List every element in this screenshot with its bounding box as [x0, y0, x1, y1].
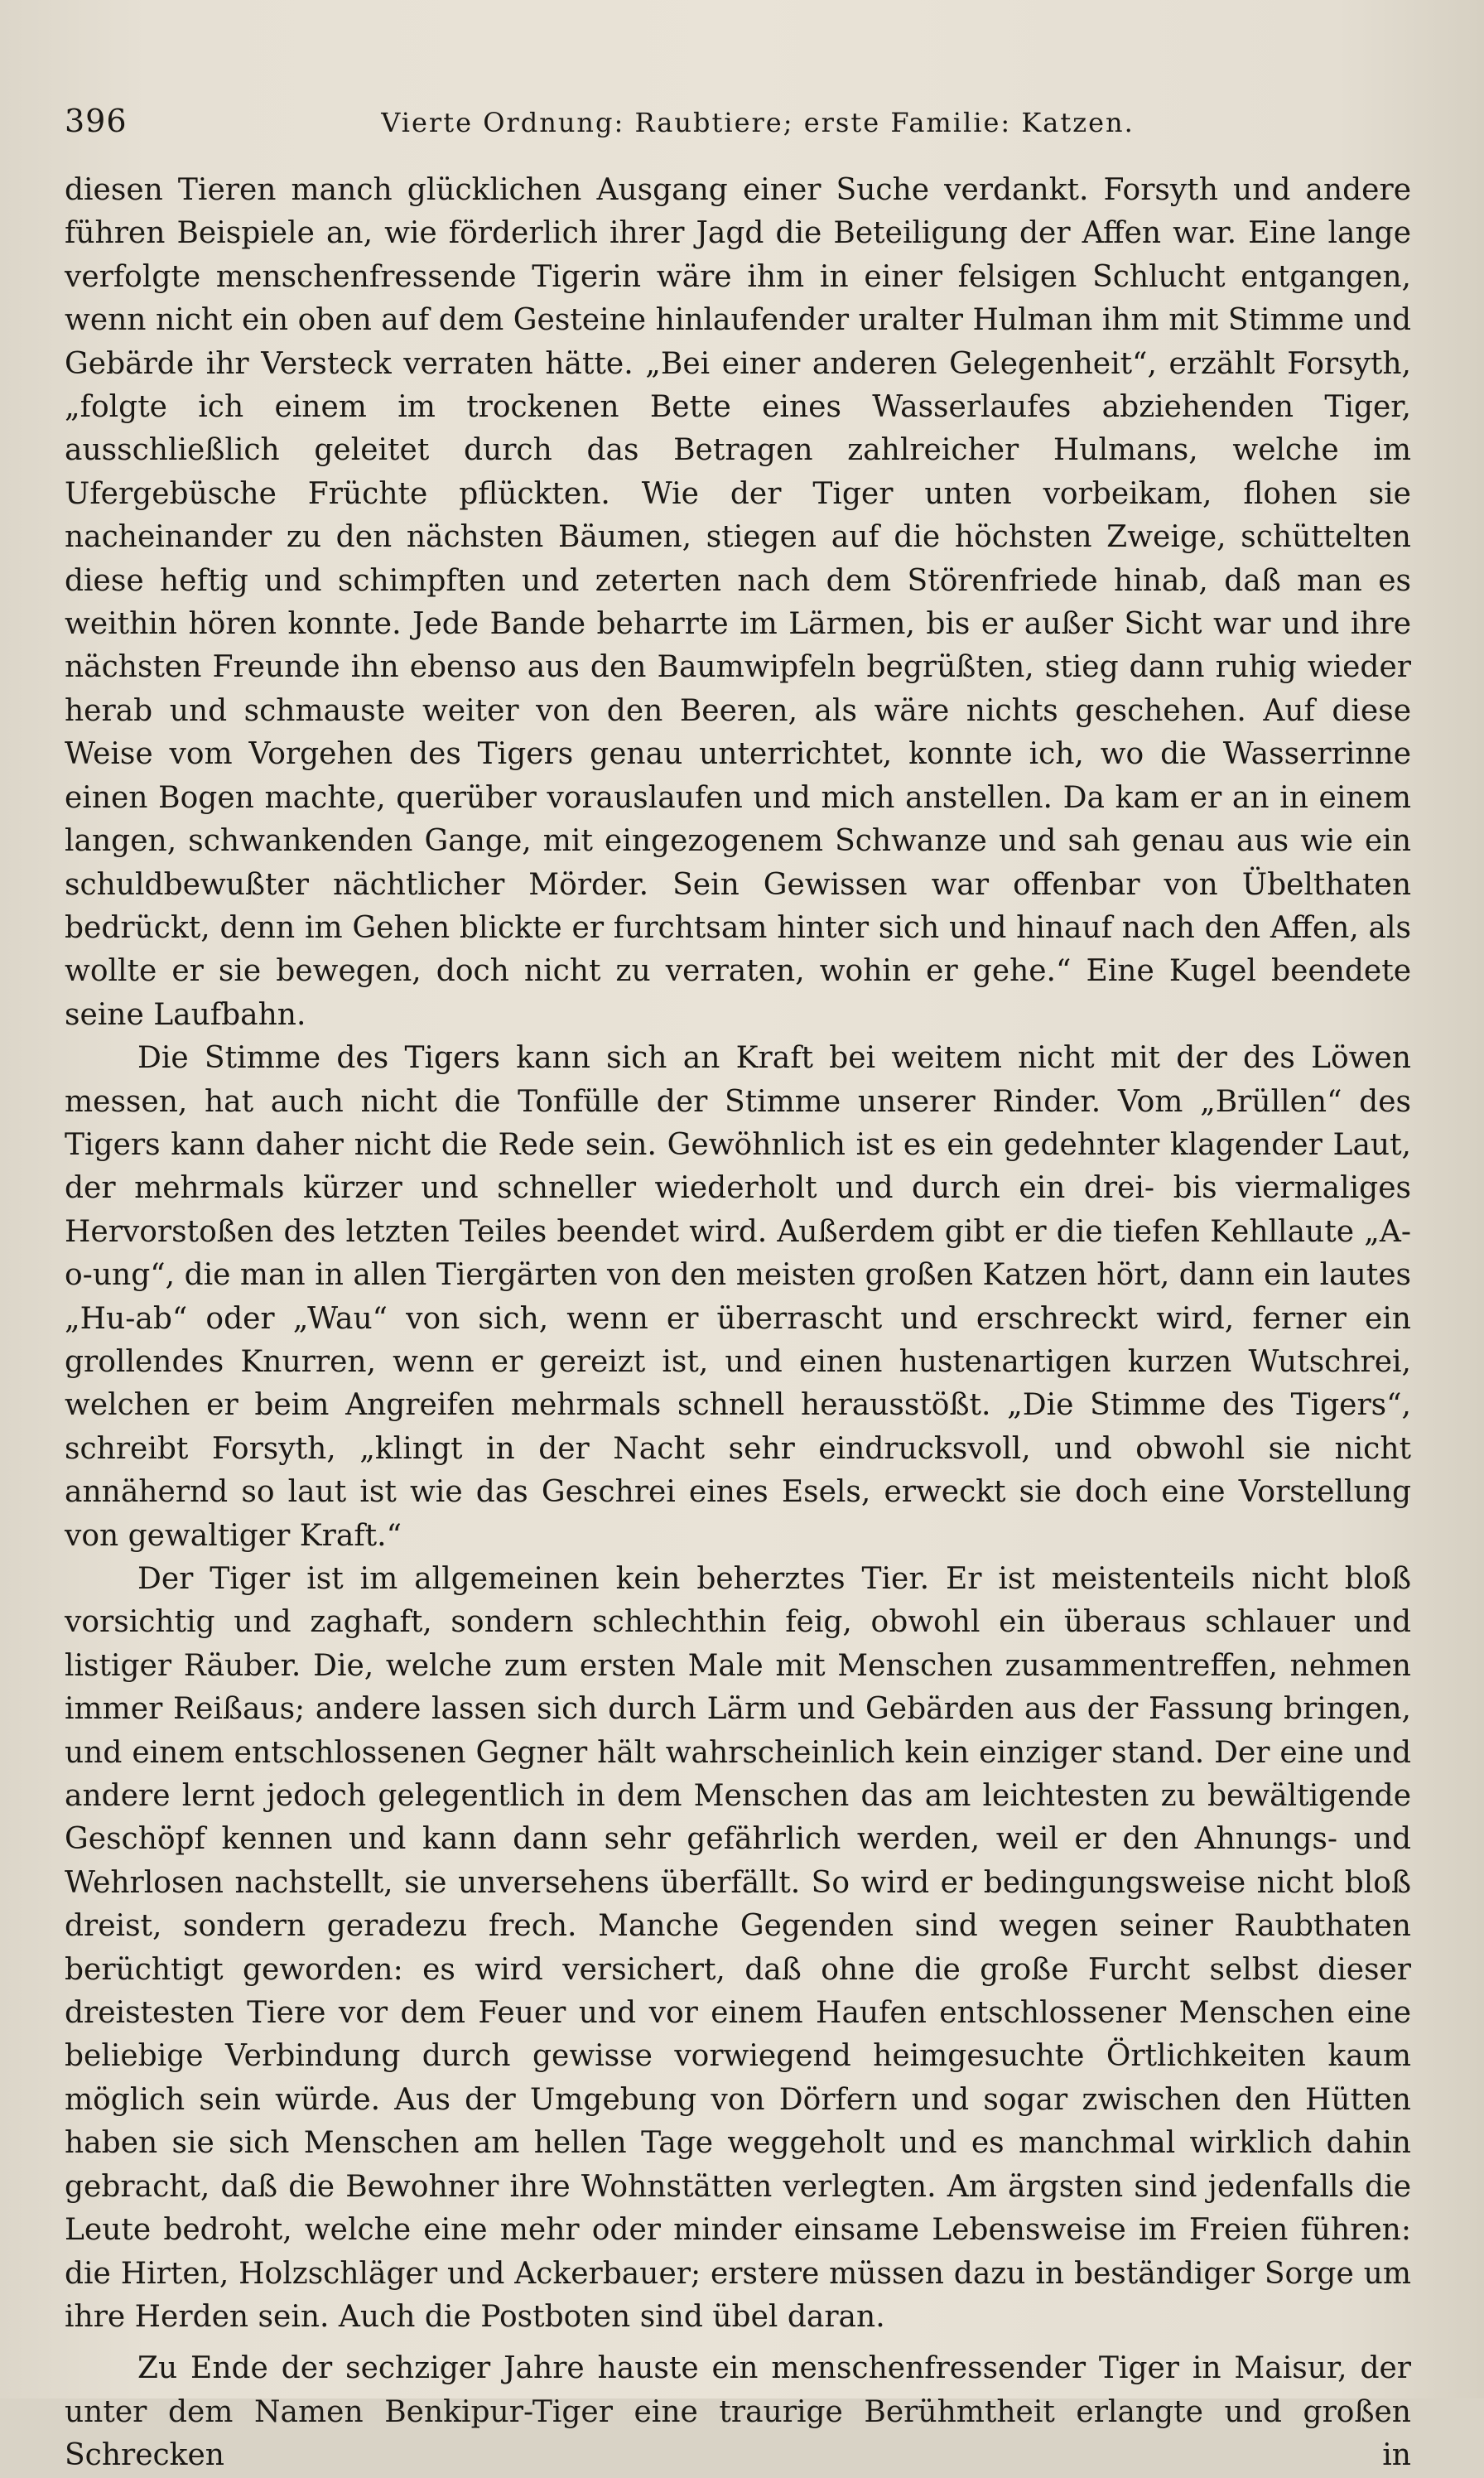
paragraph-4: Zu Ende der sechziger Jahre hauste ein menschenfressender Tiger in Maisur, der unter dem Namen Benkipur-Tiger eine traurige Berühmtheit erlangte und großen Schrecken in	[65, 2351, 1411, 2473]
paragraph-1: diesen Tieren manch glücklichen Ausgang einer Suche verdankt. Forsyth und andere führen Beispiele an, wie förderlich ihrer Jagd die Beteiligung der Affen war. Eine lange verfolgte menschenfressende Tigerin wäre ihm in einer felsigen Schlucht entgangen, wenn nicht ein oben auf dem Gesteine hinlaufender uralter Hulman ihm mit Stimme und Gebärde ihr Versteck verraten hätte. „Bei einer anderen Gelegenheit“, erzählt Forsyth, „folgte ich einem im trockenen Bette eines Wasserlaufes abziehenden Tiger, ausschließlich geleitet durch das Betragen zahlreicher Hulmans, welche im Ufergebüsche Früchte pflückten. Wie der Tiger unten vorbeikam, flohen sie nacheinander zu den nächsten Bäumen, stiegen auf die höchsten Zweige, schüttelten diese heftig und schimpften und zeterten nach dem Störenfriede hinab, daß man es weithin hören konnte. Jede Bande beharrte im Lärmen, bis er außer Sicht war und ihre nächsten Freunde ihn ebenso aus den Baumwipfeln begrüßten, stieg dann ruhig wieder herab und schmauste weiter von den Beeren, als wäre nichts geschehen. Auf diese Weise vom Vorgehen des Tigers genau unterrichtet, konnte ich, wo die Wasserrinne einen Bogen machte, querüber vorauslaufen und mich anstellen. Da kam er an in einem langen, schwankenden Gange, mit eingezogenem Schwanze und sah genau aus wie ein schuldbewußter nächtlicher Mörder. Sein Gewissen war offenbar von Übelthaten bedrückt, denn im Gehen blickte er furchtsam hinter sich und hinauf nach den Affen, als wollte er sie bewegen, doch nicht zu verraten, wohin er gehe.“ Eine Kugel beendete seine Laufbahn.	[65, 173, 1411, 1032]
body-text	[65, 169, 1411, 2478]
page-number: 396	[65, 103, 128, 139]
running-title: Vierte Ordnung: Raubtiere; erste Familie: Katzen.	[381, 107, 1135, 138]
page-header	[65, 103, 1418, 146]
paragraph-3: Der Tiger ist im allgemeinen kein beherztes Tier. Er ist meistenteils nicht bloß vorsichtig und zaghaft, sondern schlechthin feig, obwohl ein überaus schlauer und listiger Räuber. Die, welche zum ersten Male mit Menschen zusammentreffen, nehmen immer Reißaus; andere lassen sich durch Lärm und Gebärden aus der Fassung bringen, und einem entschlossenen Gegner hält wahrscheinlich kein einziger stand. Der eine und andere lernt jedoch gelegentlich in dem Menschen das am leichtesten zu bewältigende Geschöpf kennen und kann dann sehr gefährlich werden, weil er den Ahnungs- und Wehrlosen nachstellt, sie unversehens überfällt. So wird er bedingungsweise nicht bloß dreist, sondern geradezu frech. Manche Gegenden sind wegen seiner Raubthaten berüchtigt geworden: es wird versichert, daß ohne die große Furcht selbst dieser dreistesten Tiere vor dem Feuer und vor einem Haufen entschlossener Menschen eine beliebige Verbindung durch gewisse vorwiegend heimgesuchte Örtlichkeiten kaum möglich sein würde. Aus der Umgebung von Dörfern und sogar zwischen den Hütten haben sie sich Menschen am hellen Tage weggeholt und es manchmal wirklich dahin gebracht, daß die Bewohner ihre Wohnstätten verlegten. Am ärgsten sind jedenfalls die Leute bedroht, welche eine mehr oder minder einsame Lebensweise im Freien führen: die Hirten, Holzschläger und Ackerbauer; erstere müssen dazu in beständiger Sorge um ihre Herden sein. Auch die Postboten sind übel daran.	[65, 1562, 1411, 2334]
paragraph-2: Die Stimme des Tigers kann sich an Kraft bei weitem nicht mit der des Löwen messen, hat auch nicht die Tonfülle der Stimme unserer Rinder. Vom „Brüllen“ des Tigers kann daher nicht die Rede sein. Gewöhnlich ist es ein gedehnter klagender Laut, der mehrmals kürzer und schneller wiederholt und durch ein drei- bis viermaliges Hervorstoßen des letzten Teiles beendet wird. Außerdem gibt er die tiefen Kehllaute „A-o-ung“, die man in allen Tiergärten von den meisten großen Katzen hört, dann ein lautes „Hu-ab“ oder „Wau“ von sich, wenn er überrascht und erschreckt wird, ferner ein grollendes Knurren, wenn er gereizt ist, und einen hustenartigen kurzen Wutschrei, welchen er beim Angreifen mehrmals schnell herausstößt. „Die Stimme des Tigers“, schreibt Forsyth, „klingt in der Nacht sehr eindrucksvoll, und obwohl sie nicht annähernd so laut ist wie das Geschrei eines Esels, erweckt sie doch eine Vorstellung von gewaltiger Kraft.“	[65, 1041, 1411, 1553]
